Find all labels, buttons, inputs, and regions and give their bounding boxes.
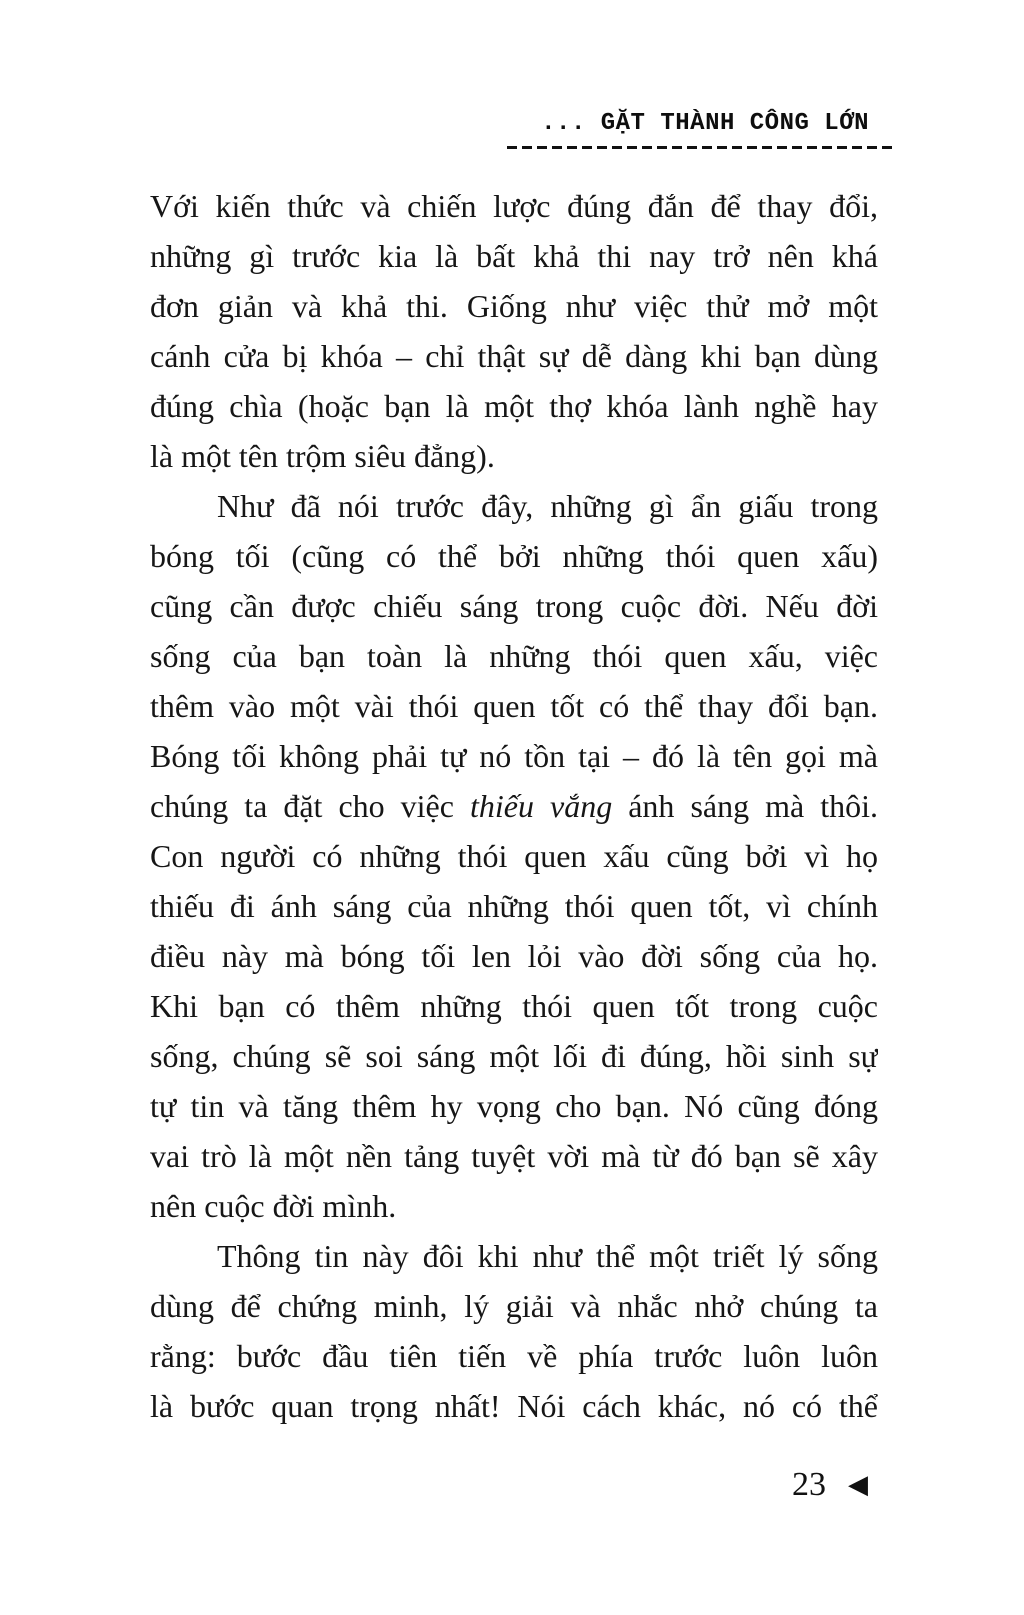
left-triangle-icon: ◀: [848, 1470, 868, 1500]
text-line: bóng tối (cũng có thể bởi những thói quen xấu): [150, 538, 878, 574]
text-line: điều này mà bóng tối len lỏi vào đời sống của họ.: [150, 938, 878, 974]
text-line: cũng cần được chiếu sáng trong cuộc đời. Nếu đời: [150, 588, 878, 624]
running-header-title: ... GẶT THÀNH CÔNG LỚN: [541, 110, 869, 137]
text-line: sống của bạn toàn là những thói quen xấu, việc: [150, 638, 878, 674]
italic-phrase: thiếu vắng: [469, 788, 613, 824]
text-segment: chúng ta đặt cho việc: [150, 788, 470, 824]
text-line: Thông tin này đôi khi như thể một triết lý sống: [217, 1238, 878, 1274]
text-line: đúng chìa (hoặc bạn là một thợ khóa lành nghề hay: [150, 388, 878, 424]
text-line: Khi bạn có thêm những thói quen tốt trong cuộc: [150, 988, 878, 1024]
text-line: những gì trước kia là bất khả thi nay trở nên khá: [150, 238, 878, 274]
page-number: 23: [792, 1466, 826, 1503]
text-line: sống, chúng sẽ soi sáng một lối đi đúng, hồi sinh sự: [150, 1038, 878, 1074]
text-line-with-italic: [150, 781, 878, 831]
text-line: dùng để chứng minh, lý giải và nhắc nhở chúng ta: [150, 1288, 878, 1324]
text-line: là bước quan trọng nhất! Nói cách khác, nó có thể: [150, 1388, 878, 1424]
running-header: [507, 110, 897, 149]
text-line: cánh cửa bị khóa – chỉ thật sự dễ dàng khi bạn dùng: [150, 338, 878, 374]
text-line: nên cuộc đời mình.: [150, 1188, 397, 1224]
text-segment: ánh sáng mà thôi.: [612, 788, 878, 824]
page-footer: [792, 1466, 868, 1504]
text-line: rằng: bước đầu tiên tiến về phía trước luôn luôn: [150, 1338, 878, 1374]
text-line: tự tin và tăng thêm hy vọng cho bạn. Nó cũng đóng: [150, 1088, 878, 1124]
text-line: thêm vào một vài thói quen tốt có thể thay đổi bạn.: [150, 688, 878, 724]
page-body: [150, 181, 878, 1431]
text-line: là một tên trộm siêu đẳng).: [150, 438, 495, 474]
text-line: Với kiến thức và chiến lược đúng đắn để thay đổi,: [150, 188, 878, 224]
text-line: Như đã nói trước đây, những gì ẩn giấu trong: [217, 488, 878, 524]
text-line: đơn giản và khả thi. Giống như việc thử mở một: [150, 288, 878, 324]
text-line: Con người có những thói quen xấu cũng bởi vì họ: [150, 838, 878, 874]
dashed-rule: [507, 146, 897, 149]
text-line: thiếu đi ánh sáng của những thói quen tốt, vì chính: [150, 888, 878, 924]
text-line: Bóng tối không phải tự nó tồn tại – đó là tên gọi mà: [150, 738, 878, 774]
text-line: vai trò là một nền tảng tuyệt vời mà từ đó bạn sẽ xây: [150, 1138, 878, 1174]
